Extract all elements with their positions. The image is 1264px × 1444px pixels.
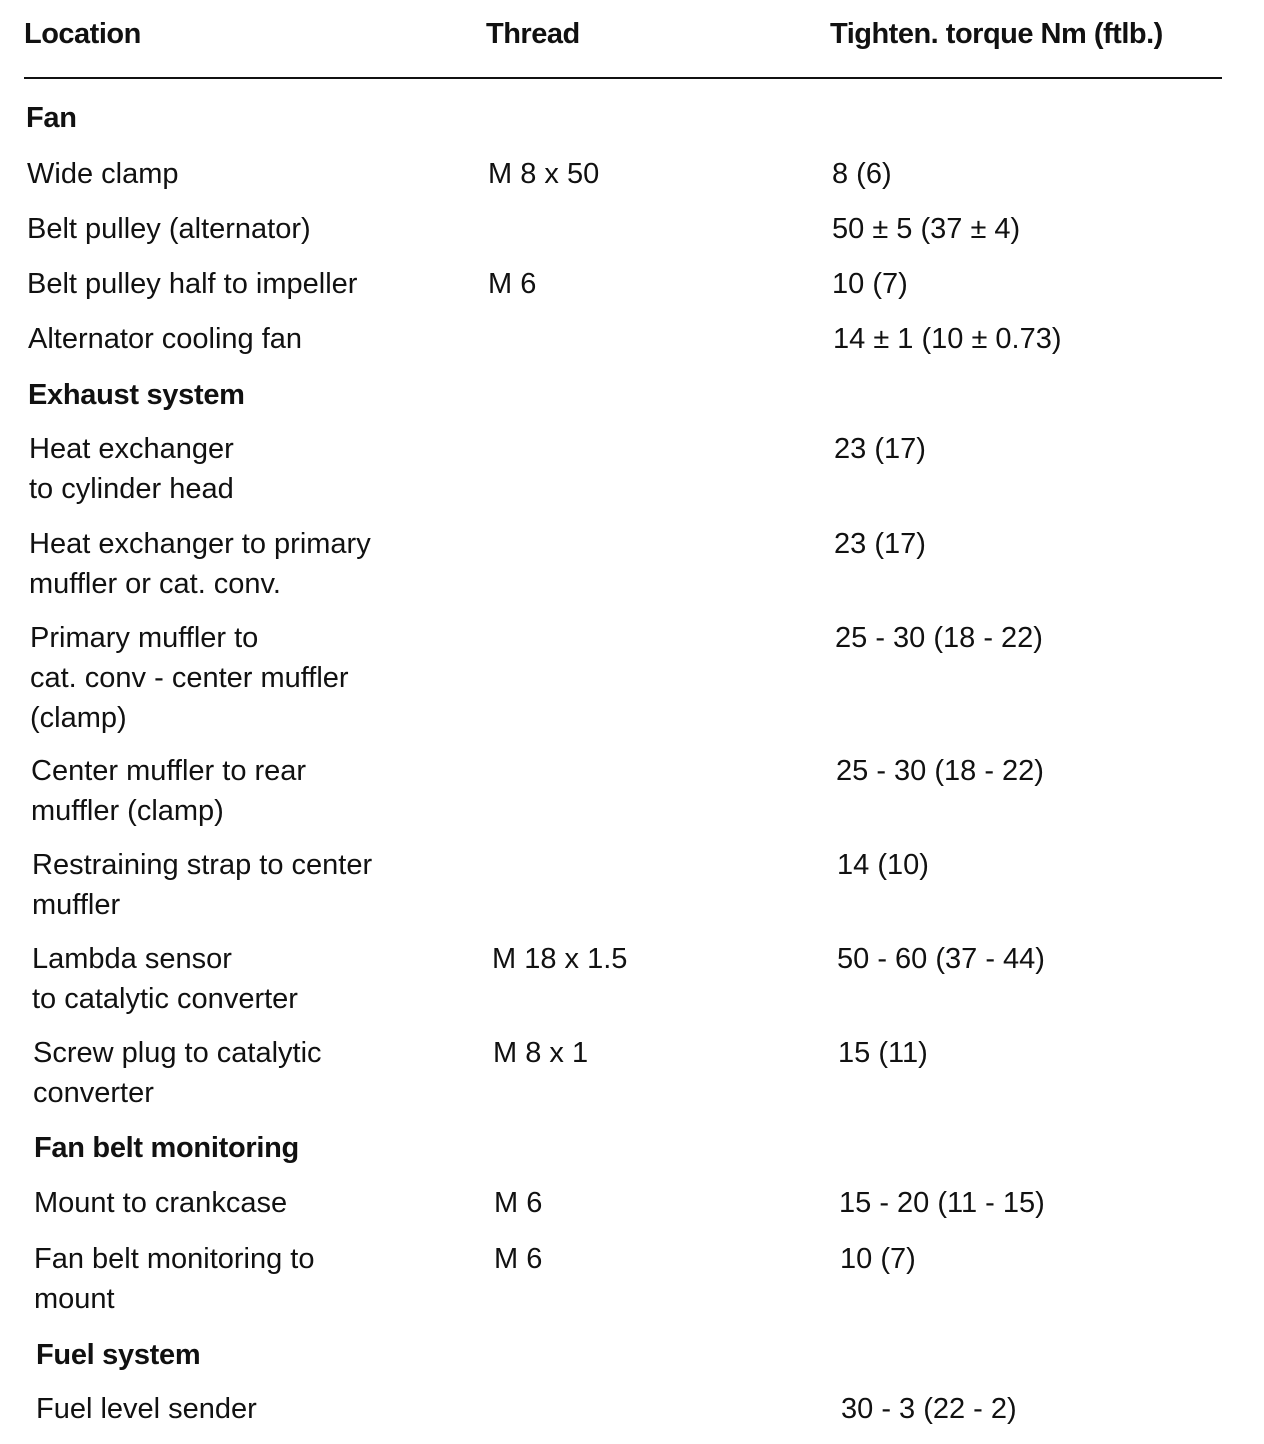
torque-cell: 23 (17) — [834, 528, 926, 560]
location-cell: Primary muffler to cat. conv - center muffler (clamp) — [30, 622, 349, 734]
thread-cell: M 6 — [494, 1187, 543, 1219]
torque-cell: 14 (10) — [837, 849, 929, 881]
section-title: Exhaust system — [28, 379, 245, 411]
torque-cell: 25 - 30 (18 - 22) — [835, 622, 1043, 654]
thread-cell: M 6 — [494, 1243, 543, 1275]
header-location: Location — [24, 18, 141, 50]
thread-cell: M 8 x 1 — [493, 1037, 589, 1069]
location-cell: Belt pulley half to impeller — [27, 268, 358, 300]
table-header — [0, 14, 1264, 64]
section-title: Fan belt monitoring — [34, 1132, 299, 1164]
thread-cell: M 8 x 50 — [488, 158, 600, 190]
location-cell: Fuel level sender — [36, 1393, 257, 1425]
location-cell: Lambda sensor to catalytic converter — [32, 943, 298, 1015]
location-cell: Wide clamp — [27, 158, 179, 190]
thread-cell: M 18 x 1.5 — [492, 943, 628, 975]
header-divider — [24, 77, 1222, 79]
torque-cell: 25 - 30 (18 - 22) — [836, 755, 1044, 787]
location-cell: Alternator cooling fan — [28, 323, 303, 355]
torque-cell: 50 ± 5 (37 ± 4) — [832, 213, 1021, 245]
torque-cell: 14 ± 1 (10 ± 0.73) — [833, 323, 1062, 355]
section-title: Fan — [26, 102, 77, 134]
location-cell: Screw plug to catalytic converter — [33, 1037, 322, 1109]
location-cell: Center muffler to rear muffler (clamp) — [31, 755, 307, 827]
location-cell: Fan belt monitoring to mount — [34, 1243, 315, 1315]
location-cell: Heat exchanger to cylinder head — [29, 433, 234, 505]
header-torque: Tighten. torque Nm (ftlb.) — [830, 18, 1163, 50]
location-cell: Belt pulley (alternator) — [27, 213, 311, 245]
location-cell: Restraining strap to center muffler — [32, 849, 373, 921]
header-thread: Thread — [486, 18, 580, 50]
torque-cell: 50 - 60 (37 - 44) — [837, 943, 1045, 975]
section-title: Fuel system — [36, 1339, 201, 1371]
torque-cell: 30 - 3 (22 - 2) — [841, 1393, 1017, 1425]
torque-cell: 10 (7) — [832, 268, 908, 300]
torque-cell: 15 (11) — [838, 1037, 928, 1069]
thread-cell: M 6 — [488, 268, 537, 300]
torque-cell: 10 (7) — [840, 1243, 916, 1275]
location-cell: Heat exchanger to primary muffler or cat. conv. — [29, 528, 371, 600]
torque-cell: 23 (17) — [834, 433, 926, 465]
torque-cell: 8 (6) — [832, 158, 892, 190]
location-cell: Mount to crankcase — [34, 1187, 288, 1219]
torque-cell: 15 - 20 (11 - 15) — [839, 1187, 1045, 1219]
